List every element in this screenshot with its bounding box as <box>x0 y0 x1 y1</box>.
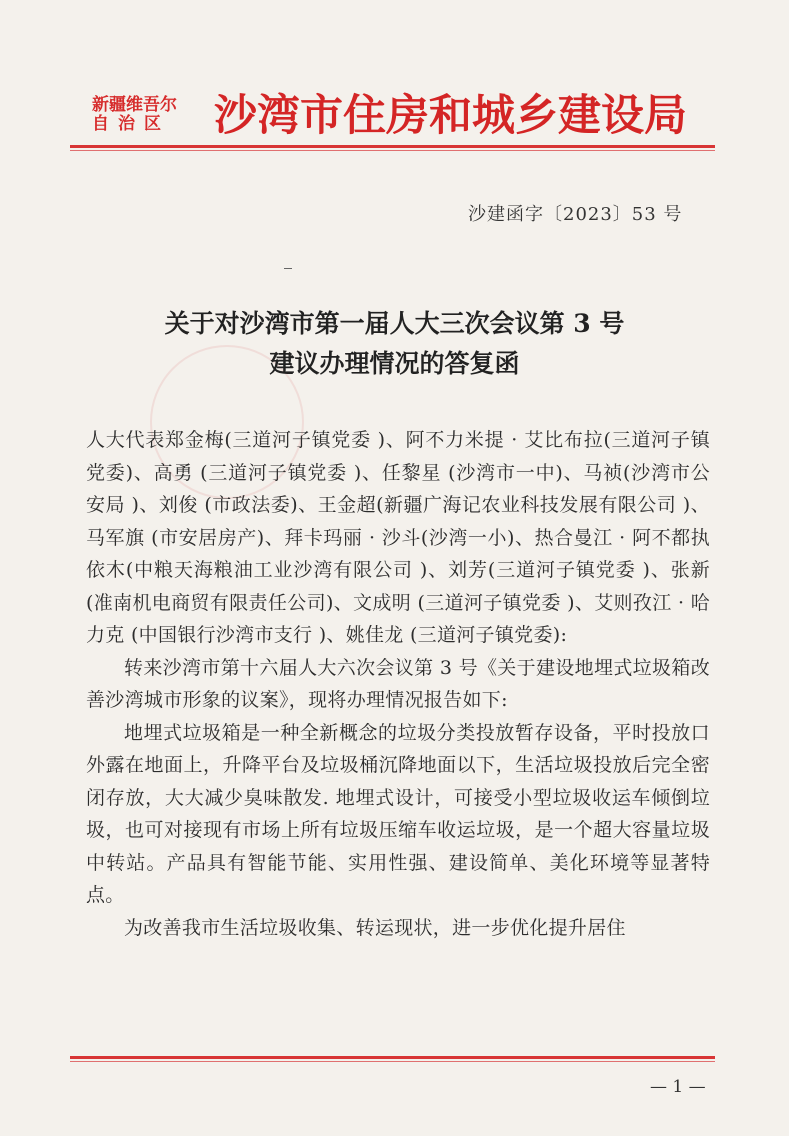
document-body <box>86 424 710 944</box>
addressees-paragraph: 人大代表郑金梅(三道河子镇党委 )、阿不力米提 · 艾比布拉(三道河子镇党委)、高勇 (三道河子镇党委 )、任黎星 (沙湾市一中)、马祯(沙湾市公安局 )、刘俊 (市政法委)、王金超(新疆广海记农业科技发展有限公司 )、马军旗 (市安居房产)、拜卡玛丽 · 沙斗(沙湾一小)、热合曼江 · 阿不都执依木(中粮天海粮油工业沙湾有限公司 )、刘芳(三道河子镇党委 )、张新 (准南机电商贸有限责任公司)、文成明 (三道河子镇党委 )、艾则孜江 · 哈力克 (中国银行沙湾市支行 )、姚佳龙 (三道河子镇党委): <box>86 429 710 646</box>
title-line-1: 关于对沙湾市第一届人大三次会议第 3 号 <box>164 309 625 338</box>
body-paragraph-2: 地埋式垃圾箱是一种全新概念的垃圾分类投放暂存设备，平时投放口外露在地面上，升降平台及垃圾桶沉降地面以下，生活垃圾投放后完全密闭存放，大大减少臭味散发. 地埋式设计，可接受小型垃圾收运车倾倒垃圾，也可对接现有市场上所有垃圾压缩车收运垃圾，是一个超大容量垃圾中转站。产品具有智能节能、实用性强、建设简单、美化环境等显著特点。 <box>86 721 710 906</box>
region-line-2: 自治区 <box>92 114 170 134</box>
organization-name: 沙湾市住房和城乡建设局 <box>214 91 687 141</box>
footer-divider <box>70 1056 715 1059</box>
scan-mark <box>284 268 292 269</box>
body-paragraph-1: 转来沙湾市第十六届人大六次会议第 3 号《关于建设地埋式垃圾箱改善沙湾城市形象的议案》，现将办理情况报告如下: <box>86 656 710 711</box>
page-number: — 1 — <box>650 1077 706 1097</box>
header-divider <box>70 145 715 148</box>
body-paragraph-3: 为改善我市生活垃圾收集、转运现状，进一步优化提升居住 <box>124 916 626 939</box>
region-line-1: 新疆维吾尔 <box>92 95 177 115</box>
footer-divider-thin <box>70 1061 715 1062</box>
header-divider-thin <box>70 150 715 151</box>
document-title <box>60 304 729 384</box>
title-line-2: 建议办理情况的答复函 <box>269 349 520 378</box>
document-number: 沙建函字〔2023〕53 号 <box>468 204 683 225</box>
region-name <box>92 96 204 134</box>
